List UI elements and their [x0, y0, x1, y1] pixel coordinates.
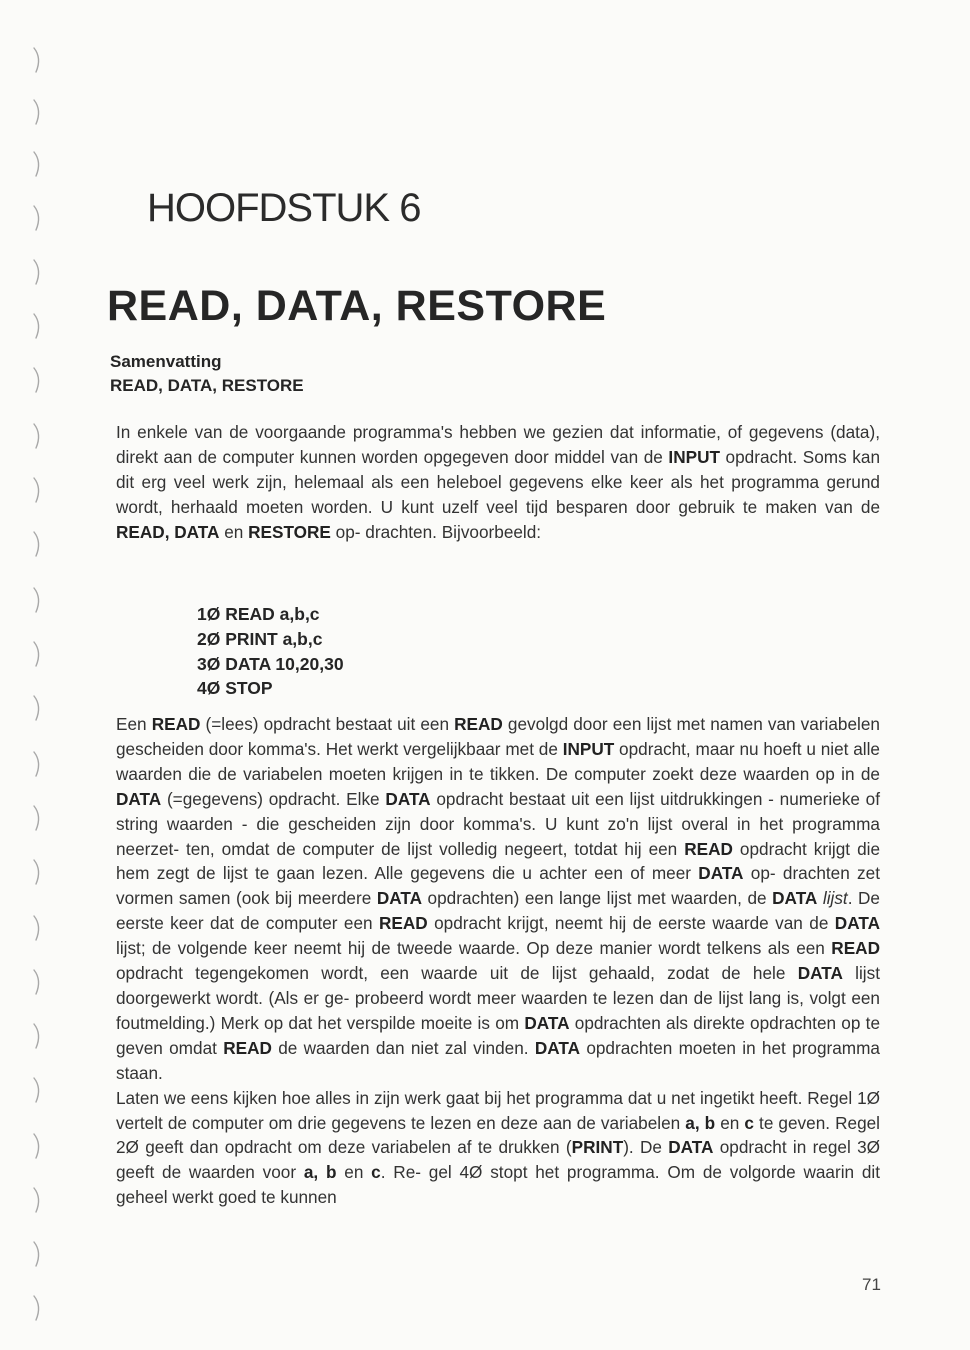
keyword: DATA	[834, 913, 880, 934]
summary-heading: Samenvatting	[110, 352, 222, 371]
text-run: opdracht krijgt die hem zegt de lijst te gaan lezen. Alle gegevens die u achter een of meer	[116, 838, 880, 884]
chapter-label: HOOFDSTUK 6	[147, 186, 421, 230]
text-run: gevolgd door een lijst met namen van variabelen gescheiden door komma's. Het werkt vergelijkbaar met de	[116, 714, 880, 759]
code-line: 4Ø STOP	[197, 678, 273, 699]
keyword: DATA	[772, 888, 818, 909]
text-run: opdracht krijgt, neemt hij de eerste waarde van de	[427, 913, 835, 934]
keyword: READ	[684, 838, 733, 859]
text-run: opdrachten moeten in het programma staan.	[116, 1037, 880, 1083]
text-run: en	[336, 1162, 372, 1183]
text-run: opdrachten als direkte opdrachten op te geven omdat	[116, 1012, 881, 1058]
text-run: Een	[116, 714, 152, 734]
code-line: 2Ø PRINT a,b,c	[197, 628, 323, 649]
text-run: te geven. Regel 2Ø geeft dan opdracht om deze variabelen af te drukken (	[116, 1112, 880, 1158]
page-number: 71	[862, 1275, 881, 1294]
text-run: en	[219, 521, 249, 542]
keyword: DATA	[524, 1012, 570, 1033]
text-run: opdrachten) een lange lijst met waarden, de	[422, 888, 773, 909]
code-line: 3Ø DATA 10,20,30	[197, 653, 344, 674]
text-run: lijst doorgewerkt wordt. (Als er ge- probeerd wordt meer waarden te lezen dan de lijst lang is, volgt een foutmelding.) Merk op dat het verspilde moeite is om	[116, 963, 880, 1033]
keyword: READ	[379, 913, 428, 934]
keyword: PRINT	[571, 1137, 624, 1158]
text-run: ). De	[623, 1137, 669, 1158]
keyword: a, b	[303, 1162, 337, 1183]
text-run: (=gegevens) opdracht. Elke	[161, 788, 386, 809]
keyword: READ	[151, 714, 201, 734]
keyword: INPUT	[668, 446, 720, 467]
text-run: Laten we eens kijken hoe alles in zijn werk gaat bij het programma dat u net ingetikt heeft. Regel 1Ø vertelt de computer om drie gegevens te lezen en deze aan de variabelen	[116, 1087, 880, 1133]
summary-block	[110, 350, 304, 398]
text-run: In enkele van de voorgaande programma's hebben we gezien dat informatie, of gegevens (data), direkt aan de computer kunnen worden opgegeven door middel van de	[116, 422, 880, 467]
text-run: op- drachten. Bijvoorbeeld:	[330, 521, 542, 542]
keyword: DATA	[116, 788, 162, 809]
keyword: DATA	[668, 1137, 714, 1158]
italic-term: lijst	[822, 888, 848, 909]
keyword: DATA	[376, 888, 423, 909]
keyword: DATA	[698, 863, 744, 884]
text-run: opdracht in regel 3Ø geeft de waarden voor	[116, 1137, 881, 1183]
code-line: 1Ø READ a,b,c	[197, 604, 320, 624]
text-run: opdracht bestaat uit een lijst uitdrukkingen - numerieke of string waarden - die gescheiden zijn door komma's. U kunt zo'n lijst overal in het programma neerzet- ten, omdat de computer de lijst volledig negeert, totdat hij een	[116, 788, 880, 859]
chapter-title: READ, DATA, RESTORE	[107, 282, 607, 330]
intro-paragraph	[116, 420, 880, 545]
keyword: DATA	[534, 1037, 581, 1058]
text-run: lijst; de volgende keer neemt hij de tweede waarde. Op deze manier wordt telkens als een	[116, 938, 832, 959]
keyword: READ	[454, 714, 503, 734]
text-run: opdracht, maar nu hoeft u niet alle waarden die de variabelen moeten krijgen in te tikken. De computer zoekt deze waarden op in de	[116, 738, 880, 784]
text-run: (=lees) opdracht bestaat uit een	[200, 714, 455, 734]
keyword: DATA	[797, 963, 843, 984]
body-text	[116, 712, 880, 1210]
keyword: c	[744, 1112, 754, 1133]
keyword: READ, DATA	[116, 521, 220, 542]
keyword: RESTORE	[248, 521, 331, 542]
text-run: opdracht tegengekomen wordt, een waarde uit de lijst gehaald, zodat de hele	[116, 963, 798, 984]
text-run: . De eerste keer dat de computer een	[116, 888, 880, 934]
summary-subheading: READ, DATA, RESTORE	[110, 376, 304, 395]
text-run: opdracht. Soms kan dit erg veel werk zijn, helemaal als een heleboel gegevens elke keer als het programma gerund wordt, herhaald moeten worden. U kunt uzelf veel tijd besparen door gebruik te maken van de	[116, 446, 880, 517]
text-run: de waarden dan niet zal vinden.	[271, 1037, 535, 1058]
keyword: DATA	[385, 788, 431, 809]
keyword: READ	[831, 938, 880, 959]
keyword: c	[371, 1162, 381, 1183]
text-run: . Re- gel 4Ø stopt het programma. Om de volgorde waarin dit geheel werkt goed te kunnen	[116, 1162, 881, 1208]
keyword: INPUT	[562, 738, 615, 759]
code-listing	[197, 602, 344, 701]
keyword: a, b	[685, 1112, 716, 1133]
text-run: en	[715, 1112, 745, 1133]
keyword: READ	[223, 1037, 272, 1058]
text-run: op- drachten zet vormen samen (ook bij meerdere	[116, 863, 880, 909]
